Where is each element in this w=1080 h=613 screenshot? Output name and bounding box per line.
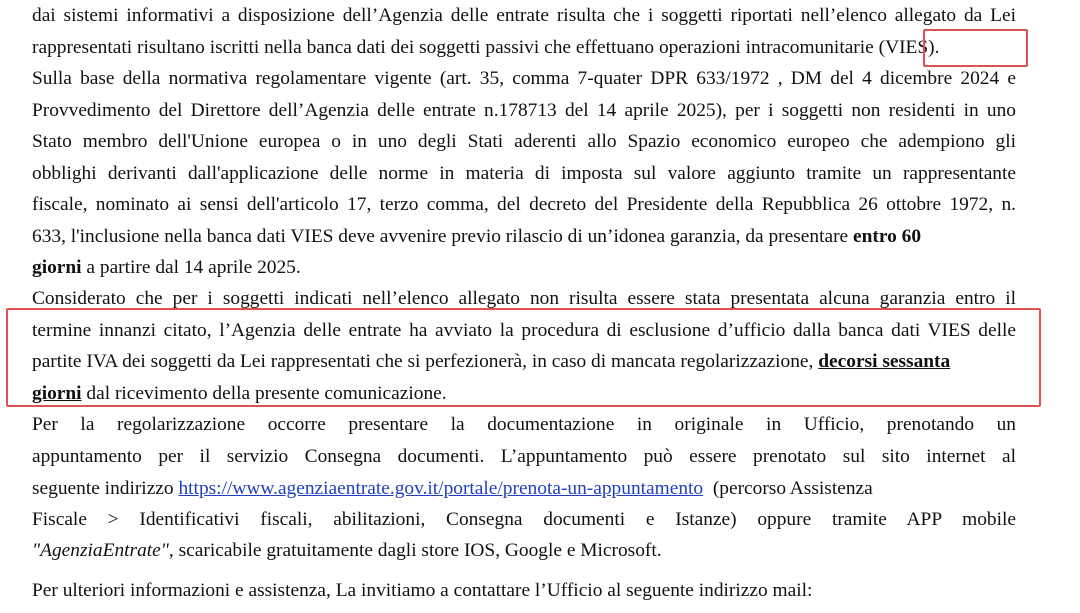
text-line-6: [32, 162, 1016, 186]
text-line-6-text: obblighi derivanti dall'applicazione delle norme in materia di imposta sul valore aggiunto tramite un rappresentante: [32, 163, 1016, 184]
text-line-12: [32, 350, 1016, 374]
text-line-7: [32, 193, 1016, 217]
app-name: "AgenziaEntrate": [32, 540, 169, 561]
text-line-8: [32, 225, 1016, 249]
text-line-18-text: , scaricabile gratuitamente dagli store IOS, Google e Microsoft.: [168, 540, 662, 561]
text-line-4: [32, 99, 1016, 123]
text-line-3-text: Sulla base della normativa regolamentare vigente (art. 35, comma 7-quater DPR 633/1972 , DM del 4 dicembre 2024 e: [32, 68, 1016, 89]
text-line-3: [32, 67, 1016, 91]
bold-giorni-underlined: giorni: [32, 383, 82, 404]
text-line-10-text: Considerato che per i soggetti indicati nell’elenco allegato non risulta essere stata presentata alcuna garanzia entro il: [32, 288, 1016, 309]
text-line-13-text: dal ricevimento della presente comunicazione.: [86, 383, 447, 404]
text-line-7-text: fiscale, nominato ai sensi dell'articolo 17, terzo comma, del decreto del Presidente della Repubblica 26 ottobre 1972, n.: [32, 194, 1016, 215]
bold-deadline-giorni: giorni: [32, 257, 82, 278]
text-line-14-text: Per la regolarizzazione occorre presentare la documentazione in originale in Ufficio, prenotando un: [32, 414, 1016, 435]
text-line-10: [32, 287, 1016, 311]
text-line-4-text: Provvedimento del Direttore dell’Agenzia delle entrate n.178713 del 14 aprile 2025), per i soggetti non residenti in uno: [32, 100, 1016, 121]
text-line-8-text: 633, l'inclusione nella banca dati VIES deve avvenire previo rilascio di un’idonea garanzia, da presentare: [32, 226, 849, 247]
text-line-5-text: Stato membro dell'Unione europea o in uno degli Stati aderenti allo Spazio economico europeo che adempiono gli: [32, 131, 1016, 152]
text-line-12-text: partite IVA dei soggetti da Lei rappresentati che si perfezionerà, in caso di mancata regolarizzazione,: [32, 351, 814, 372]
text-line-18: [32, 539, 1016, 563]
vies-label: (VIES).: [878, 37, 940, 58]
text-line-16-tail: (percorso Assistenza: [712, 478, 873, 499]
text-line-11: [32, 319, 1016, 343]
text-line-19: [32, 579, 1016, 603]
text-line-14: [32, 413, 1016, 437]
text-line-16: [32, 477, 1016, 501]
booking-link[interactable]: https://www.agenziaentrate.gov.it/portale/prenota-un-appuntamento: [178, 478, 704, 499]
text-line-1-text: dai sistemi informativi a disposizione dell’Agenzia delle entrate risulta che i soggetti riportati nell’elenco allegato da Lei: [32, 5, 1016, 26]
text-line-19-text: Per ulteriori informazioni e assistenza, La invitiamo a contattare l’Ufficio al seguente indirizzo mail:: [32, 580, 813, 601]
text-line-17: [32, 508, 1016, 532]
bold-deadline-entro: entro 60: [853, 226, 922, 247]
text-line-16-text: seguente indirizzo: [32, 478, 174, 499]
text-line-2-text: rappresentati risultano iscritti nella banca dati dei soggetti passivi che effettuano operazioni intracomunitarie: [32, 37, 874, 58]
text-line-1: [32, 4, 1016, 28]
text-line-9-text: a partire dal 14 aprile 2025.: [86, 257, 301, 278]
bold-decorsi-sessanta: decorsi sessanta: [818, 351, 951, 372]
text-line-13: [32, 382, 1016, 406]
text-line-5: [32, 130, 1016, 154]
text-line-9: [32, 256, 1016, 280]
text-line-17-text: Fiscale > Identificativi fiscali, abilitazioni, Consegna documenti e Istanze) oppure tramite APP mobile: [32, 509, 1016, 530]
text-line-15-text: appuntamento per il servizio Consegna documenti. L’appuntamento può essere prenotato sul sito internet al: [32, 446, 1016, 467]
text-line-2: [32, 36, 1016, 60]
text-line-11-text: termine innanzi citato, l’Agenzia delle entrate ha avviato la procedura di esclusione d’ufficio dalla banca dati VIES delle: [32, 320, 1016, 341]
text-line-15: [32, 445, 1016, 469]
